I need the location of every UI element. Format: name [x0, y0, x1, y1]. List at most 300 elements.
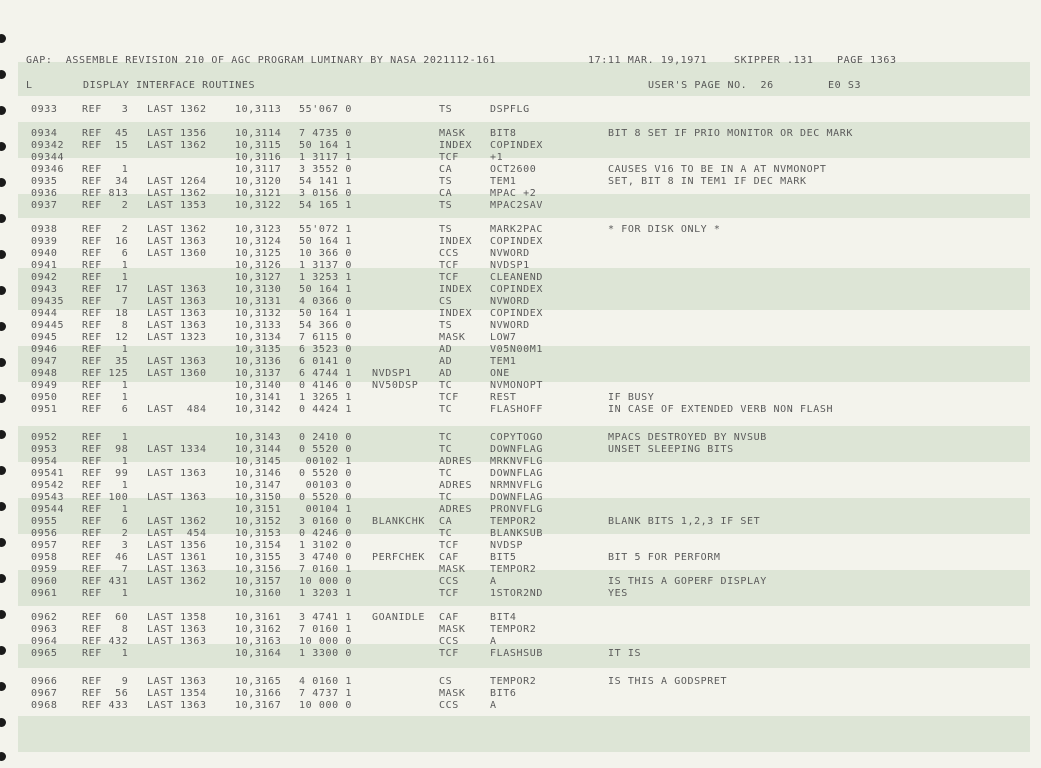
object-code: 54 366 0 — [299, 320, 352, 331]
ref-count: REF 17 — [82, 284, 129, 295]
object-code: 3 0160 0 — [299, 516, 352, 527]
object-code: 6 3523 0 — [299, 344, 352, 355]
last-ref: LAST 484 — [147, 404, 207, 415]
ref-count: REF 1 — [82, 260, 129, 271]
object-code: 00104 1 — [299, 504, 352, 515]
opcode: CA — [439, 516, 453, 527]
operand: NVDSP — [490, 540, 524, 551]
comment: IS THIS A GODSPRET — [608, 676, 728, 687]
object-code: 55'072 1 — [299, 224, 352, 235]
line-number: 0959 — [31, 564, 58, 575]
ref-count: REF 35 — [82, 356, 129, 367]
last-ref: LAST 1362 — [147, 188, 207, 199]
line-number: 0964 — [31, 636, 58, 647]
operand: BIT5 — [490, 552, 517, 563]
address: 10,3147 — [235, 480, 282, 491]
operand: DOWNFLAG — [490, 468, 543, 479]
opcode: TS — [439, 224, 453, 235]
line-number: 09542 — [31, 480, 65, 491]
line-number: 0968 — [31, 700, 58, 711]
comment: MPACS DESTROYED BY NVSUB — [608, 432, 767, 443]
address: 10,3135 — [235, 344, 282, 355]
section-title: DISPLAY INTERFACE ROUTINES — [83, 80, 256, 91]
last-ref: LAST 1354 — [147, 688, 207, 699]
comment: IS THIS A GOPERF DISPLAY — [608, 576, 767, 587]
opcode: TCF — [439, 540, 459, 551]
line-number: 0967 — [31, 688, 58, 699]
comment: * FOR DISK ONLY * — [608, 224, 721, 235]
opcode: TS — [439, 104, 453, 115]
line-number: 0952 — [31, 432, 58, 443]
line-number: 0949 — [31, 380, 58, 391]
ref-count: REF 1 — [82, 380, 129, 391]
operand: LOW7 — [490, 332, 517, 343]
last-ref: LAST 1356 — [147, 128, 207, 139]
listing-title: GAP: ASSEMBLE REVISION 210 OF AGC PROGRAM LUMINARY BY NASA 2021112-161 — [26, 55, 497, 66]
ref-count: REF 98 — [82, 444, 129, 455]
address: 10,3153 — [235, 528, 282, 539]
object-code: 7 4735 0 — [299, 128, 352, 139]
operand: FLASHOFF — [490, 404, 543, 415]
address: 10,3152 — [235, 516, 282, 527]
opcode: CCS — [439, 700, 459, 711]
object-code: 00102 1 — [299, 456, 352, 467]
opcode: TCF — [439, 152, 459, 163]
last-ref: LAST 1363 — [147, 296, 207, 307]
opcode: INDEX — [439, 308, 473, 319]
ref-count: REF 1 — [82, 504, 129, 515]
opcode: MASK — [439, 564, 466, 575]
address: 10,3150 — [235, 492, 282, 503]
ref-count: REF 1 — [82, 456, 129, 467]
address: 10,3114 — [235, 128, 282, 139]
ref-count: REF 3 — [82, 104, 129, 115]
opcode: ADRES — [439, 480, 473, 491]
operand: TEMPOR2 — [490, 624, 537, 635]
address: 10,3164 — [235, 648, 282, 659]
line-number: 0945 — [31, 332, 58, 343]
opcode: TCF — [439, 260, 459, 271]
operand: TEM1 — [490, 356, 517, 367]
line-number: 0943 — [31, 284, 58, 295]
line-number: 0954 — [31, 456, 58, 467]
line-number: 0957 — [31, 540, 58, 551]
listing-page-number: PAGE 1363 — [837, 55, 897, 66]
object-code: 10 000 0 — [299, 576, 352, 587]
ref-count: REF 7 — [82, 296, 129, 307]
operand: A — [490, 636, 497, 647]
comment: BIT 8 SET IF PRIO MONITOR OR DEC MARK — [608, 128, 853, 139]
opcode: TCF — [439, 588, 459, 599]
opcode: TS — [439, 176, 453, 187]
line-number: 0940 — [31, 248, 58, 259]
last-ref: LAST 1363 — [147, 320, 207, 331]
opcode: TC — [439, 404, 453, 415]
operand: DOWNFLAG — [490, 492, 543, 503]
object-code: 3 0156 0 — [299, 188, 352, 199]
opcode: TCF — [439, 272, 459, 283]
operand: PRONVFLG — [490, 504, 543, 515]
ref-count: REF 3 — [82, 540, 129, 551]
comment: CAUSES V16 TO BE IN A AT NVMONOPT — [608, 164, 827, 175]
object-code: 10 366 0 — [299, 248, 352, 259]
line-number: 09445 — [31, 320, 65, 331]
comment: IF BUSY — [608, 392, 655, 403]
last-ref: LAST 1362 — [147, 224, 207, 235]
address: 10,3116 — [235, 152, 282, 163]
address: 10,3140 — [235, 380, 282, 391]
object-code: 50 164 1 — [299, 140, 352, 151]
ref-count: REF 433 — [82, 700, 129, 711]
line-number: 09342 — [31, 140, 65, 151]
ref-count: REF 1 — [82, 164, 129, 175]
object-code: 54 141 1 — [299, 176, 352, 187]
last-ref: LAST 1323 — [147, 332, 207, 343]
last-ref: LAST 1334 — [147, 444, 207, 455]
last-ref: LAST 1363 — [147, 236, 207, 247]
address: 10,3120 — [235, 176, 282, 187]
object-code: 1 3203 1 — [299, 588, 352, 599]
opcode: TC — [439, 468, 453, 479]
operand: BIT4 — [490, 612, 517, 623]
ref-count: REF 1 — [82, 588, 129, 599]
opcode: ADRES — [439, 456, 473, 467]
object-code: 10 000 0 — [299, 636, 352, 647]
operand: NVWORD — [490, 320, 530, 331]
last-ref: LAST 1358 — [147, 612, 207, 623]
operand: A — [490, 700, 497, 711]
object-code: 0 4424 1 — [299, 404, 352, 415]
last-ref: LAST 1362 — [147, 140, 207, 151]
line-number: 0941 — [31, 260, 58, 271]
address: 10,3134 — [235, 332, 282, 343]
line-number: 0939 — [31, 236, 58, 247]
opcode: MASK — [439, 128, 466, 139]
operand: +1 — [490, 152, 504, 163]
address: 10,3154 — [235, 540, 282, 551]
ref-count: REF 6 — [82, 248, 129, 259]
address: 10,3163 — [235, 636, 282, 647]
line-number: 0934 — [31, 128, 58, 139]
operand: NVWORD — [490, 296, 530, 307]
line-number: 0936 — [31, 188, 58, 199]
line-number: 09346 — [31, 164, 65, 175]
line-number: 0955 — [31, 516, 58, 527]
object-code: 0 4246 0 — [299, 528, 352, 539]
object-code: 7 0160 1 — [299, 564, 352, 575]
operand: TEM1 — [490, 176, 517, 187]
line-number: 0935 — [31, 176, 58, 187]
opcode: INDEX — [439, 236, 473, 247]
ref-count: REF 34 — [82, 176, 129, 187]
ref-count: REF 1 — [82, 344, 129, 355]
opcode: MASK — [439, 332, 466, 343]
opcode: INDEX — [439, 284, 473, 295]
opcode: TCF — [439, 648, 459, 659]
address: 10,3143 — [235, 432, 282, 443]
operand: CLEANEND — [490, 272, 543, 283]
line-number: 0948 — [31, 368, 58, 379]
object-code: 4 0160 1 — [299, 676, 352, 687]
address: 10,3122 — [235, 200, 282, 211]
object-code: 7 0160 1 — [299, 624, 352, 635]
object-code: 1 3137 0 — [299, 260, 352, 271]
address: 10,3144 — [235, 444, 282, 455]
operand: NVWORD — [490, 248, 530, 259]
opcode: TC — [439, 444, 453, 455]
comment: BIT 5 FOR PERFORM — [608, 552, 721, 563]
line-number: 09543 — [31, 492, 65, 503]
address: 10,3121 — [235, 188, 282, 199]
address: 10,3155 — [235, 552, 282, 563]
ref-count: REF 45 — [82, 128, 129, 139]
operand: COPINDEX — [490, 284, 543, 295]
object-code: 00103 0 — [299, 480, 352, 491]
operand: DSPFLG — [490, 104, 530, 115]
opcode: CS — [439, 296, 453, 307]
address: 10,3145 — [235, 456, 282, 467]
last-ref: LAST 1363 — [147, 624, 207, 635]
object-code: 6 4744 1 — [299, 368, 352, 379]
line-number: 0942 — [31, 272, 58, 283]
line-number: 09544 — [31, 504, 65, 515]
ref-count: REF 125 — [82, 368, 129, 379]
opcode: CAF — [439, 612, 459, 623]
object-code: 0 2410 0 — [299, 432, 352, 443]
last-ref: LAST 1362 — [147, 516, 207, 527]
operand: MPAC +2 — [490, 188, 537, 199]
address: 10,3125 — [235, 248, 282, 259]
address: 10,3160 — [235, 588, 282, 599]
label: NV50DSP — [372, 380, 419, 391]
opcode: INDEX — [439, 140, 473, 151]
address: 10,3142 — [235, 404, 282, 415]
object-code: 50 164 1 — [299, 236, 352, 247]
operand: NVDSP1 — [490, 260, 530, 271]
line-number: 0946 — [31, 344, 58, 355]
label: BLANKCHK — [372, 516, 425, 527]
opcode: MASK — [439, 688, 466, 699]
address: 10,3157 — [235, 576, 282, 587]
operand: COPINDEX — [490, 236, 543, 247]
line-number: 0951 — [31, 404, 58, 415]
line-number: 0950 — [31, 392, 58, 403]
line-number: 0933 — [31, 104, 58, 115]
last-ref: LAST 1363 — [147, 700, 207, 711]
opcode: CAF — [439, 552, 459, 563]
operand: COPYTOGO — [490, 432, 543, 443]
opcode: TS — [439, 200, 453, 211]
ref-count: REF 431 — [82, 576, 129, 587]
address: 10,3132 — [235, 308, 282, 319]
opcode: MASK — [439, 624, 466, 635]
address: 10,3162 — [235, 624, 282, 635]
operand: 1STOR2ND — [490, 588, 543, 599]
last-ref: LAST 1363 — [147, 636, 207, 647]
line-number: 09435 — [31, 296, 65, 307]
operand: NRMNVFLG — [490, 480, 543, 491]
address: 10,3113 — [235, 104, 282, 115]
opcode: AD — [439, 344, 453, 355]
ref-count: REF 99 — [82, 468, 129, 479]
address: 10,3165 — [235, 676, 282, 687]
object-code: 0 5520 0 — [299, 444, 352, 455]
line-number: 0956 — [31, 528, 58, 539]
operand: TEMPOR2 — [490, 676, 537, 687]
opcode: ADRES — [439, 504, 473, 515]
address: 10,3146 — [235, 468, 282, 479]
listing-flag: L — [26, 80, 33, 91]
opcode: TS — [439, 320, 453, 331]
object-code: 7 4737 1 — [299, 688, 352, 699]
line-number: 09541 — [31, 468, 65, 479]
object-code: 50 164 1 — [299, 284, 352, 295]
line-number: 0938 — [31, 224, 58, 235]
ref-count: REF 7 — [82, 564, 129, 575]
comment: BLANK BITS 1,2,3 IF SET — [608, 516, 761, 527]
object-code: 0 5520 0 — [299, 468, 352, 479]
address: 10,3156 — [235, 564, 282, 575]
operand: MRKNVFLG — [490, 456, 543, 467]
ref-count: REF 8 — [82, 624, 129, 635]
ref-count: REF 46 — [82, 552, 129, 563]
eo-code: E0 S3 — [828, 80, 862, 91]
operand: REST — [490, 392, 517, 403]
ref-count: REF 6 — [82, 516, 129, 527]
operand: NVMONOPT — [490, 380, 543, 391]
object-code: 50 164 1 — [299, 308, 352, 319]
address: 10,3130 — [235, 284, 282, 295]
object-code: 10 000 0 — [299, 700, 352, 711]
object-code: 1 3265 1 — [299, 392, 352, 403]
operand: FLASHSUB — [490, 648, 543, 659]
opcode: CCS — [439, 248, 459, 259]
opcode: TCF — [439, 392, 459, 403]
object-code: 3 4741 1 — [299, 612, 352, 623]
object-code: 1 3117 1 — [299, 152, 352, 163]
last-ref: LAST 1363 — [147, 492, 207, 503]
object-code: 55'067 0 — [299, 104, 352, 115]
ref-count: REF 1 — [82, 648, 129, 659]
line-number: 0937 — [31, 200, 58, 211]
last-ref: LAST 1363 — [147, 356, 207, 367]
last-ref: LAST 1360 — [147, 248, 207, 259]
line-number: 09344 — [31, 152, 65, 163]
last-ref: LAST 1356 — [147, 540, 207, 551]
line-number: 0965 — [31, 648, 58, 659]
address: 10,3141 — [235, 392, 282, 403]
operand: OCT2600 — [490, 164, 537, 175]
object-code: 6 0141 0 — [299, 356, 352, 367]
operand: TEMPOR2 — [490, 516, 537, 527]
operand: V05N00M1 — [490, 344, 543, 355]
line-number: 0966 — [31, 676, 58, 687]
address: 10,3131 — [235, 296, 282, 307]
last-ref: LAST 1362 — [147, 576, 207, 587]
operand: TEMPOR2 — [490, 564, 537, 575]
comment: IN CASE OF EXTENDED VERB NON FLASH — [608, 404, 834, 415]
object-code: 1 3300 0 — [299, 648, 352, 659]
line-number: 0961 — [31, 588, 58, 599]
ref-count: REF 1 — [82, 392, 129, 403]
operand: BIT6 — [490, 688, 517, 699]
line-number: 0963 — [31, 624, 58, 635]
last-ref: LAST 1360 — [147, 368, 207, 379]
ref-count: REF 9 — [82, 676, 129, 687]
last-ref: LAST 1362 — [147, 104, 207, 115]
last-ref: LAST 1363 — [147, 308, 207, 319]
ref-count: REF 8 — [82, 320, 129, 331]
object-code: 0 5520 0 — [299, 492, 352, 503]
object-code: 54 165 1 — [299, 200, 352, 211]
address: 10,3161 — [235, 612, 282, 623]
operand: ONE — [490, 368, 510, 379]
last-ref: LAST 1363 — [147, 564, 207, 575]
ref-count: REF 18 — [82, 308, 129, 319]
last-ref: LAST 1264 — [147, 176, 207, 187]
operand: BIT8 — [490, 128, 517, 139]
last-ref: LAST 1353 — [147, 200, 207, 211]
address: 10,3137 — [235, 368, 282, 379]
address: 10,3166 — [235, 688, 282, 699]
label: PERFCHEK — [372, 552, 425, 563]
user-page-number: USER'S PAGE NO. 26 — [648, 80, 774, 91]
listing-datetime: 17:11 MAR. 19,1971 — [588, 55, 708, 66]
address: 10,3136 — [235, 356, 282, 367]
label: GOANIDLE — [372, 612, 425, 623]
address: 10,3115 — [235, 140, 282, 151]
address: 10,3124 — [235, 236, 282, 247]
address: 10,3151 — [235, 504, 282, 515]
opcode: CCS — [439, 576, 459, 587]
last-ref: LAST 454 — [147, 528, 207, 539]
last-ref: LAST 1361 — [147, 552, 207, 563]
object-code: 1 3253 1 — [299, 272, 352, 283]
opcode: AD — [439, 356, 453, 367]
operand: A — [490, 576, 497, 587]
line-number: 0944 — [31, 308, 58, 319]
ref-count: REF 1 — [82, 432, 129, 443]
line-number: 0962 — [31, 612, 58, 623]
ref-count: REF 2 — [82, 200, 129, 211]
ref-count: REF 1 — [82, 480, 129, 491]
line-number: 0953 — [31, 444, 58, 455]
operand: MARK2PAC — [490, 224, 543, 235]
ref-count: REF 6 — [82, 404, 129, 415]
line-number: 0958 — [31, 552, 58, 563]
opcode: AD — [439, 368, 453, 379]
object-code: 4 0366 0 — [299, 296, 352, 307]
label: NVDSP1 — [372, 368, 412, 379]
object-code: 7 6115 0 — [299, 332, 352, 343]
opcode: TC — [439, 528, 453, 539]
opcode: CA — [439, 164, 453, 175]
address: 10,3123 — [235, 224, 282, 235]
opcode: TC — [439, 492, 453, 503]
comment: IT IS — [608, 648, 642, 659]
ref-count: REF 2 — [82, 528, 129, 539]
object-code: 3 3552 0 — [299, 164, 352, 175]
ref-count: REF 813 — [82, 188, 129, 199]
ref-count: REF 2 — [82, 224, 129, 235]
opcode: TC — [439, 432, 453, 443]
opcode: CCS — [439, 636, 459, 647]
last-ref: LAST 1363 — [147, 284, 207, 295]
ref-count: REF 60 — [82, 612, 129, 623]
ref-count: REF 100 — [82, 492, 129, 503]
object-code: 0 4146 0 — [299, 380, 352, 391]
address: 10,3133 — [235, 320, 282, 331]
